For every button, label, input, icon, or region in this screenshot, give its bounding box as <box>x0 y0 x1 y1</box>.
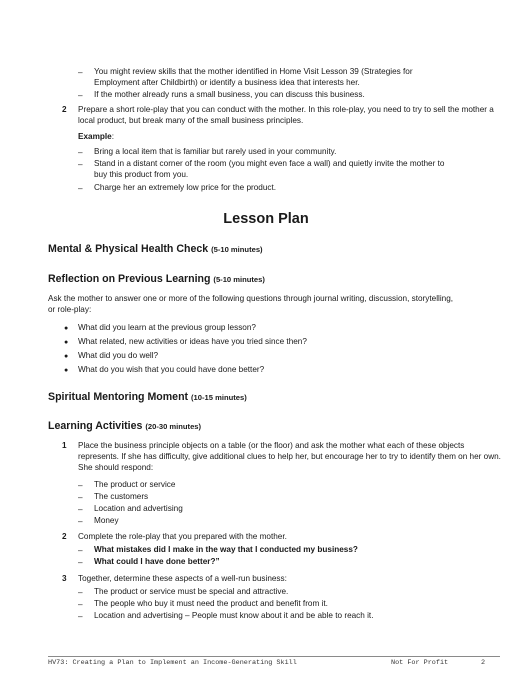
dash-item: You might review skills that the mother identified in Home Visit Lesson 39 (Strategies for Employment after Childbirth) or identify a business idea that interests her. <box>94 67 413 87</box>
bullet-marker: ● <box>64 367 69 374</box>
dash-marker: – <box>78 546 83 555</box>
reflection-question-bold: What mistakes did I make in the way that I conducted my business? <box>94 545 358 554</box>
activity-text: Place the business principle objects on a table (or the floor) and ask the mother what each of these objects represents. If she has difficulty, give additional clues to help her, but encourage her to try to identify them on her own. She should respond: <box>78 441 501 472</box>
dash-marker: – <box>78 148 83 157</box>
example-item: Charge her an extremely low price for the product. <box>94 183 277 192</box>
activity-sub-item: Location and advertising <box>94 504 183 513</box>
dash-marker: – <box>78 558 83 567</box>
lesson-plan-title: Lesson Plan <box>223 211 309 227</box>
dash-marker: – <box>78 505 83 514</box>
reflection-intro: Ask the mother to answer one or more of the following questions through journal writing, discussion, storytelling, or role-play: <box>48 294 454 314</box>
prep-roleplay-text: Prepare a short role-play that you can conduct with the mother. In this role-play, you need to try to sell the mother a local product, but break many of the small business principles. <box>78 105 494 125</box>
reflection-question: What did you do well? <box>78 351 159 360</box>
reflection-heading: Reflection on Previous Learning (5-10 minutes) <box>48 273 265 285</box>
dash-marker: – <box>78 588 83 597</box>
activity-sub-item: The people who buy it must need the product and benefit from it. <box>94 599 328 608</box>
dash-marker: – <box>78 160 83 169</box>
spiritual-mentoring-heading: Spiritual Mentoring Moment (10-15 minutes) <box>48 391 247 403</box>
list-number: 2 <box>62 532 67 541</box>
dash-marker: – <box>78 481 83 490</box>
example-item: Stand in a distant corner of the room (you might even face a wall) and quietly invite the mother to buy this product from you. <box>94 159 445 179</box>
dash-marker: – <box>78 600 83 609</box>
learning-activities-heading: Learning Activities (20-30 minutes) <box>48 420 202 432</box>
list-number: 2 <box>62 105 67 114</box>
dash-marker: – <box>78 612 83 621</box>
activity-sub-item: The customers <box>94 492 149 501</box>
activity-sub-item: The product or service must be special and attractive. <box>94 587 289 596</box>
example-label: Example: <box>78 132 114 141</box>
example-item: Bring a local item that is familiar but rarely used in your community. <box>94 147 337 156</box>
dash-item: If the mother already runs a small business, you can discuss this business. <box>94 90 365 99</box>
footer-lesson-title: HV73: Creating a Plan to Implement an Income-Generating Skill <box>48 659 297 667</box>
reflection-question: What related, new activities or ideas have you tried since then? <box>78 337 307 346</box>
activity-sub-item: Location and advertising – People must know about it and be able to reach it. <box>94 611 374 620</box>
list-number: 3 <box>62 574 67 583</box>
bullet-marker: ● <box>64 339 69 346</box>
list-number: 1 <box>62 441 67 450</box>
footer-divider <box>48 656 500 657</box>
dash-marker: – <box>78 68 83 77</box>
dash-marker: – <box>78 493 83 502</box>
activity-sub-item: Money <box>94 516 119 525</box>
bullet-marker: ● <box>64 325 69 332</box>
dash-marker: – <box>78 184 83 193</box>
activity-sub-item: The product or service <box>94 480 176 489</box>
reflection-question-bold: What could I have done better?” <box>94 557 220 566</box>
footer-page-number: 2 <box>481 659 486 667</box>
reflection-question: What did you learn at the previous group lesson? <box>78 323 256 332</box>
activity-text: Together, determine these aspects of a well-run business: <box>78 574 287 583</box>
bullet-marker: ● <box>64 353 69 360</box>
dash-marker: – <box>78 517 83 526</box>
footer-not-for-profit: Not For Profit <box>391 659 449 667</box>
dash-marker: – <box>78 91 83 100</box>
health-check-heading: Mental & Physical Health Check (5-10 minutes) <box>48 243 263 255</box>
reflection-question: What do you wish that you could have done better? <box>78 365 265 374</box>
activity-text: Complete the role-play that you prepared with the mother. <box>78 532 287 541</box>
